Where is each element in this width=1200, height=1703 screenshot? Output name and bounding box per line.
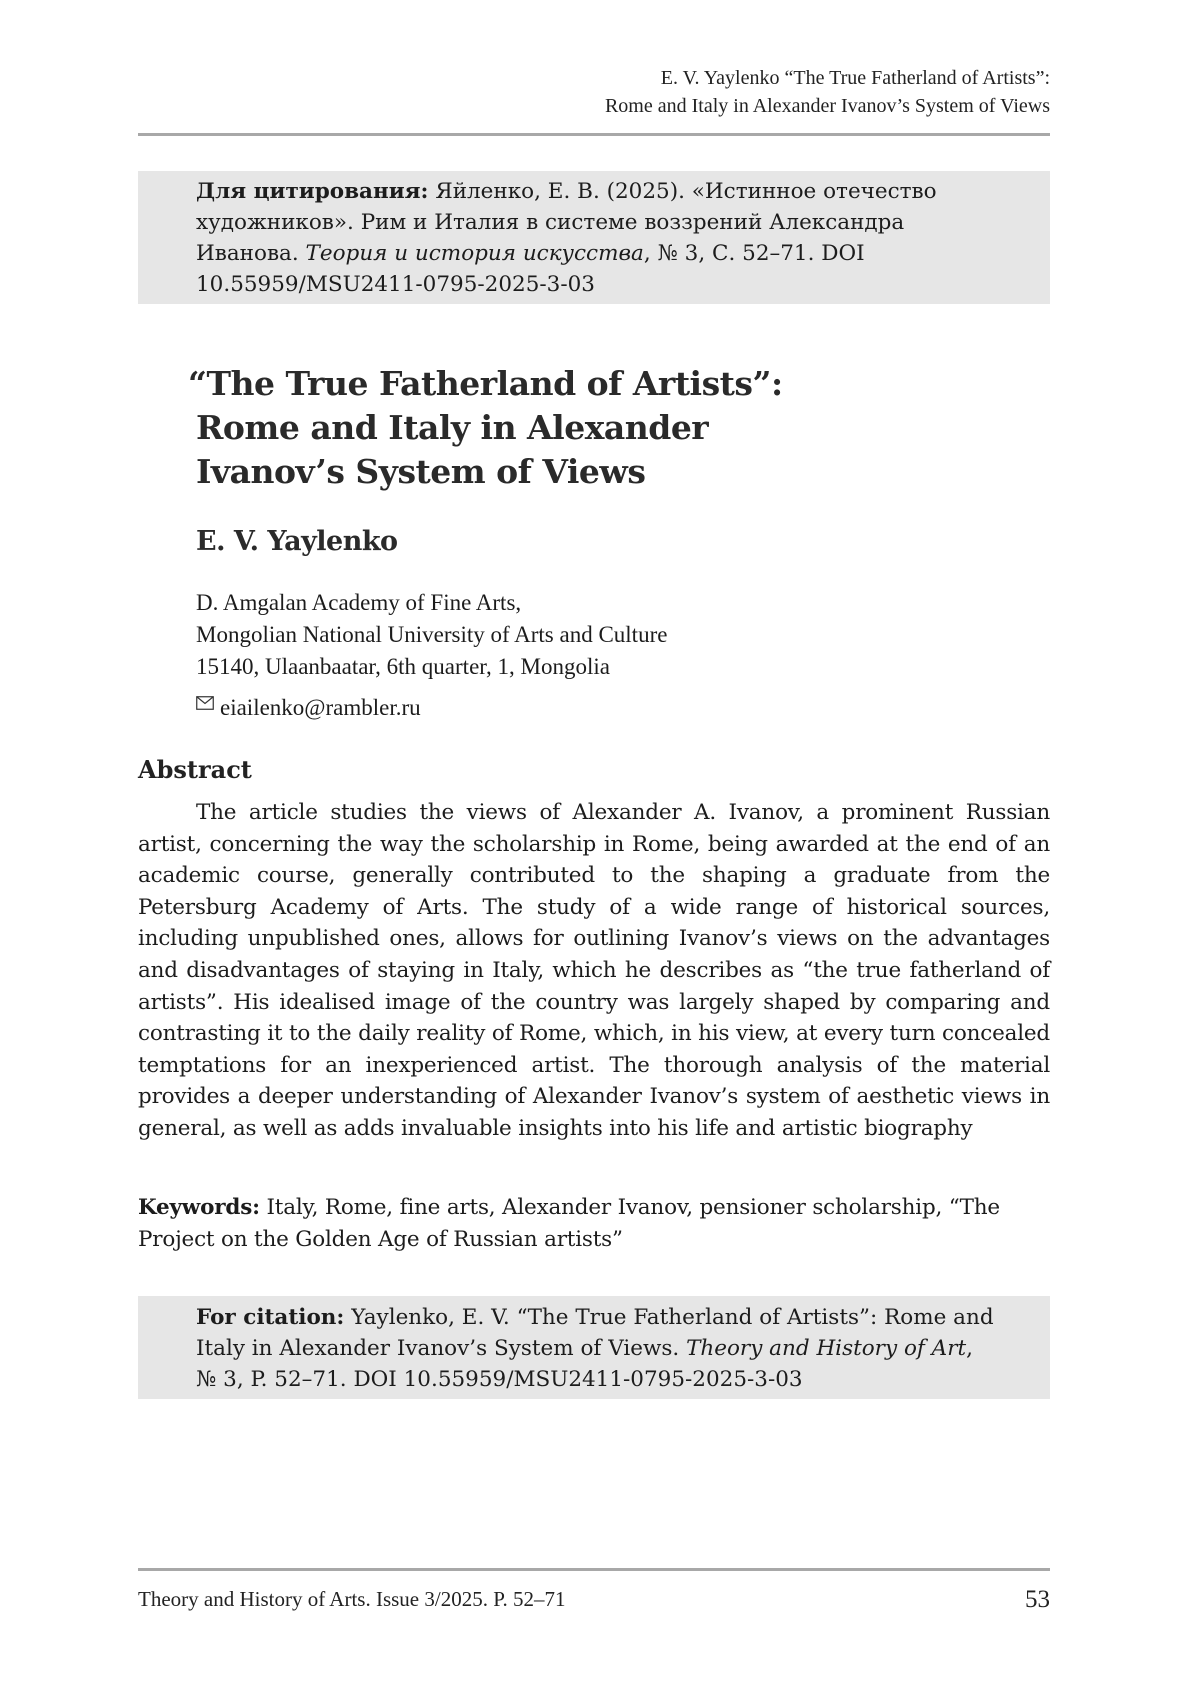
citation-text-ru: Яйленко, Е. В. (2025). «Истинное отечество художников». Рим и Италия в системе воззрений Александра Иванова. [196,179,937,266]
author-affiliation [196,587,956,683]
abstract-text: The article studies the views of Alexander A. Ivanov, a prominent Russian artist, concerning the way the scholarship in Rome, being awarded at the end of an academic course, generally contributed to the shaping a graduate from the Petersburg Academy of Arts. The study of a wide range of historical sources, including unpublished ones, allows for outlining Ivanov’s views on the advantages and disadvantages of staying in Italy, which he describes as “the true fatherland of artists”. His idealised image of the country was largely shaped by comparing and contrasting it to the daily reality of Rome, which, in his view, at every turn concealed temptations for an inexperienced artist. The thorough analysis of the material provides a deeper understanding of Alexander Ivanov’s system of aesthetic views in general, as well as adds invaluable insights into his life and artistic biography [138,800,1050,1141]
footer-divider [138,1568,1050,1571]
email-address[interactable]: eiailenko@rambler.ru [220,695,421,720]
author-name: E. V. Yaylenko [196,526,398,557]
title-line-2: Rome and Italy in Alexander [196,408,709,447]
author-email [196,692,421,724]
envelope-icon [196,696,214,710]
citation-journal-en: Theory and History of Art [686,1336,967,1361]
footer-journal-info: Theory and History of Arts. Issue 3/2025. P. 52–71 [138,1587,566,1611]
keywords-text: Italy, Rome, fine arts, Alexander Ivanov, pensioner scholarship, “The Project on the Golden Age of Russian artists” [138,1195,1000,1252]
citation-text-en: Yaylenko, E. V. “The True Fatherland of Artists”: Rome and Italy in Alexander Ivanov’s System of Views. [196,1305,994,1361]
affiliation-line-2: Mongolian National University of Arts and Culture [196,622,668,647]
article-title [188,362,888,494]
citation-details-en: , № 3, P. 52–71. DOI 10.55959/MSU2411-0795-2025-3-03 [196,1336,973,1392]
header-divider [138,133,1050,136]
running-header-line-2: Rome and Italy in Alexander Ivanov’s System of Views [604,95,1050,117]
affiliation-line-1: D. Amgalan Academy of Fine Arts, [196,590,522,615]
citation-box-russian [138,171,1050,304]
citation-journal-ru: Теория и история искусства [305,241,644,266]
running-header [138,64,1050,120]
keywords-label: Keywords: [138,1195,260,1220]
title-line-1: “The True Fatherland of Artists”: [188,364,783,403]
keywords [138,1192,1050,1255]
citation-box-english [138,1296,1050,1399]
title-line-3: Ivanov’s System of Views [196,452,646,491]
citation-details-ru: , № 3, С. 52–71. DOI 10.55959/MSU2411-0795-2025-3-03 [196,241,865,297]
page-number: 53 [1025,1586,1050,1613]
abstract-heading: Abstract [138,755,252,784]
running-header-line-1: E. V. Yaylenko “The True Fatherland of Artists”: [660,67,1050,89]
citation-label-en: For citation: [196,1305,345,1330]
affiliation-line-3: 15140, Ulaanbaatar, 6th quarter, 1, Mongolia [196,654,610,679]
citation-label-ru: Для цитирования: [196,179,429,204]
